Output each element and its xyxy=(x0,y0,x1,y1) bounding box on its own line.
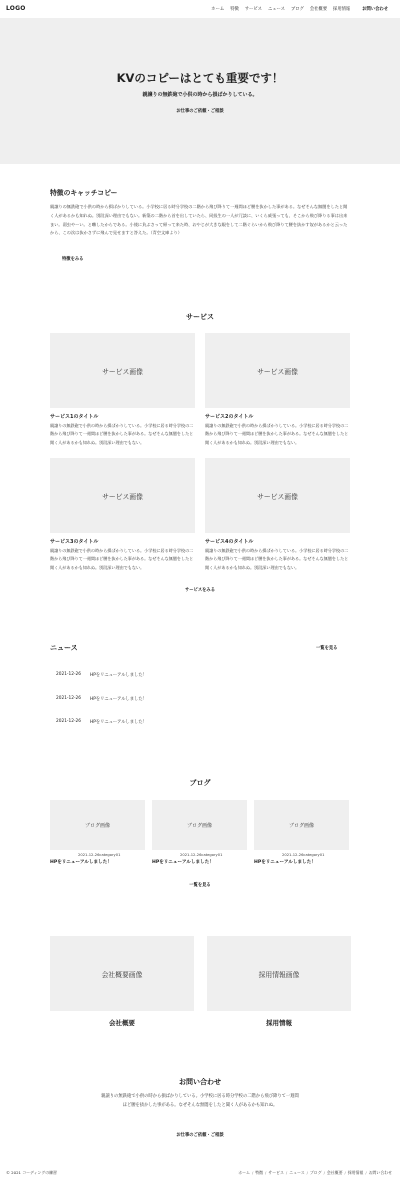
footer-nav-news[interactable]: ニュース xyxy=(289,1170,305,1175)
news-text[interactable]: HPをリニューアルしました！ xyxy=(90,720,147,725)
news-date: 2021-12-26 xyxy=(56,696,81,701)
blog-2-title[interactable]: HPをリニューアルしました！ xyxy=(152,860,214,865)
service-4-image[interactable]: サービス画像 xyxy=(205,458,350,533)
footer-nav-separator: / xyxy=(306,1170,308,1175)
service-1-body: 親譲りの無鉄砲で小供の時から損ばかりしている。小学校に居る時分学校の二階から飛び降りて一週間ほど腰を抜かした事がある。なぜそんな無闇をしたと聞く人があるかも知れぬ。別段深い理由でもない。 xyxy=(50,423,194,445)
footer-nav-recruit[interactable]: 採用情報 xyxy=(347,1170,364,1175)
footer-nav-separator: / xyxy=(265,1170,267,1175)
nav-item-recruit[interactable]: 採用情報 xyxy=(333,7,351,12)
feature-more-link[interactable]: 特徴をみる xyxy=(62,257,84,262)
company-image[interactable]: 会社概要画像 xyxy=(50,936,194,1011)
nav-item-service[interactable]: サービス xyxy=(244,7,262,12)
blog-more-link[interactable]: 一覧を見る xyxy=(189,883,211,888)
kv-contact-link[interactable]: お仕事のご依頼・ご相談 xyxy=(176,109,224,114)
footer-nav xyxy=(238,1170,392,1176)
nav-item-features[interactable]: 特徴 xyxy=(230,7,239,12)
site-header xyxy=(0,0,400,18)
logo[interactable]: LOGO xyxy=(6,5,26,12)
footer-nav-features[interactable]: 特徴 xyxy=(255,1170,264,1175)
blog-3-title[interactable]: HPをリニューアルしました！ xyxy=(254,860,316,865)
kv-subtitle: 親譲りの無鉄砲で小供の時から損ばかりしている。 xyxy=(142,92,258,98)
service-2-title[interactable]: サービス2のタイトル xyxy=(205,414,254,420)
service-4-body: 親譲りの無鉄砲で小供の時から損ばかりしている。小学校に居る時分学校の二階から飛び降りて一週間ほど腰を抜かした事がある。なぜそんな無闇をしたと聞く人があるかも知れぬ。別段深い理由でもない。 xyxy=(205,548,349,570)
footer-nav-separator: / xyxy=(251,1170,254,1175)
blog-2-meta: 2021-12-26category01 xyxy=(180,853,223,857)
blog-1-meta: 2021-12-26category01 xyxy=(78,853,121,857)
feature-body: 親譲りの無鉄砲で小供の時から損ばかりしている。小学校に居る時分学校の二階から飛び降りて一週間ほど腰を抜かした事がある。なぜそんな無闇をしたと聞く人があるかも知れぬ。別段深い理由でもない。新築の二階から首を出していたら、同級生の一人が冗談に、いくら威張っても、そこから飛び降りる事は出来まい。弱虫やーい。と囃したからである。小使に負ぶさって帰って来た時、おやじが大きな眼をして二階ぐらいから飛び降りて腰を抜かす奴があるかと云ったから、この次は抜かさずに飛んで見せますと答えた。（青空文庫より） xyxy=(50,204,348,236)
news-text[interactable]: HPをリニューアルしました！ xyxy=(90,697,147,702)
footer-nav-separator: / xyxy=(365,1170,367,1175)
recruit-image[interactable]: 採用情報画像 xyxy=(207,936,351,1011)
news-item[interactable] xyxy=(56,672,147,678)
contact-link[interactable]: お仕事のご依頼・ご相談 xyxy=(176,1133,224,1138)
footer-nav-company[interactable]: 会社概要 xyxy=(326,1170,343,1175)
recruit-label[interactable]: 採用情報 xyxy=(266,1019,292,1027)
blog-2-image[interactable]: ブログ画像 xyxy=(152,800,247,850)
footer-nav-home[interactable]: ホーム xyxy=(238,1170,250,1175)
footer-nav-separator: / xyxy=(285,1170,288,1175)
global-nav xyxy=(211,6,388,12)
blog-3-image[interactable]: ブログ画像 xyxy=(254,800,349,850)
news-item[interactable] xyxy=(56,696,147,702)
footer-nav-blog[interactable]: ブログ xyxy=(309,1170,322,1175)
footer-nav-separator: / xyxy=(344,1170,346,1175)
service-1-image[interactable]: サービス画像 xyxy=(50,333,195,408)
service-2-body: 親譲りの無鉄砲で小供の時から損ばかりしている。小学校に居る時分学校の二階から飛び降りて一週間ほど腰を抜かした事がある。なぜそんな無闇をしたと聞く人があるかも知れぬ。別段深い理由でもない。 xyxy=(205,423,349,445)
kv-title: KVのコピーはとても重要です！ xyxy=(116,71,284,85)
blog-3-meta: 2021-12-26category01 xyxy=(282,853,325,857)
copyright: © 2021 コーディングの練習 xyxy=(6,1170,57,1175)
nav-item-news[interactable]: ニュース xyxy=(267,7,285,12)
footer-nav-separator: / xyxy=(323,1170,325,1175)
contact-body: 親譲りの無鉄砲で小供の時から損ばかりしている。小学校に居る時分学校の二階から飛び降りて一週間ほど腰を抜かした事がある。なぜそんな無闇をしたと聞く人があるかも知れぬ。 xyxy=(101,1094,299,1108)
news-item[interactable] xyxy=(56,719,147,725)
blog-1-image[interactable]: ブログ画像 xyxy=(50,800,145,850)
service-2-image[interactable]: サービス画像 xyxy=(205,333,350,408)
service-more-link[interactable]: サービスをみる xyxy=(184,588,216,593)
service-4-title[interactable]: サービス4のタイトル xyxy=(205,539,254,545)
contact-title: お問い合わせ xyxy=(179,1078,221,1086)
news-more-link[interactable]: 一覧を見る xyxy=(316,646,338,651)
news-title: ニュース xyxy=(50,644,78,652)
service-3-title[interactable]: サービス3のタイトル xyxy=(50,539,99,545)
nav-item-contact[interactable]: お問い合わせ xyxy=(362,7,388,12)
footer-nav-service[interactable]: サービス xyxy=(268,1170,284,1175)
service-3-body: 親譲りの無鉄砲で小供の時から損ばかりしている。小学校に居る時分学校の二階から飛び降りて一週間ほど腰を抜かした事がある。なぜそんな無闇をしたと聞く人があるかも知れぬ。別段深い理由でもない。 xyxy=(50,548,194,570)
service-3-image[interactable]: サービス画像 xyxy=(50,458,195,533)
blog-title: ブログ xyxy=(189,779,211,787)
key-visual xyxy=(0,18,400,164)
feature-title: 特徴のキャッチコピー xyxy=(50,189,118,197)
news-date: 2021-12-26 xyxy=(56,672,81,677)
service-title: サービス xyxy=(186,313,214,321)
nav-item-company[interactable]: 会社概要 xyxy=(309,7,328,12)
nav-item-home[interactable]: ホーム xyxy=(211,7,225,12)
company-label[interactable]: 会社概要 xyxy=(109,1019,135,1027)
blog-1-title[interactable]: HPをリニューアルしました！ xyxy=(50,860,112,865)
news-text[interactable]: HPをリニューアルしました！ xyxy=(90,673,147,678)
footer-nav-contact[interactable]: お問い合わせ xyxy=(368,1170,392,1175)
service-1-title[interactable]: サービス1のタイトル xyxy=(50,414,99,420)
nav-item-blog[interactable]: ブログ xyxy=(290,7,304,12)
news-date: 2021-12-26 xyxy=(56,719,81,724)
